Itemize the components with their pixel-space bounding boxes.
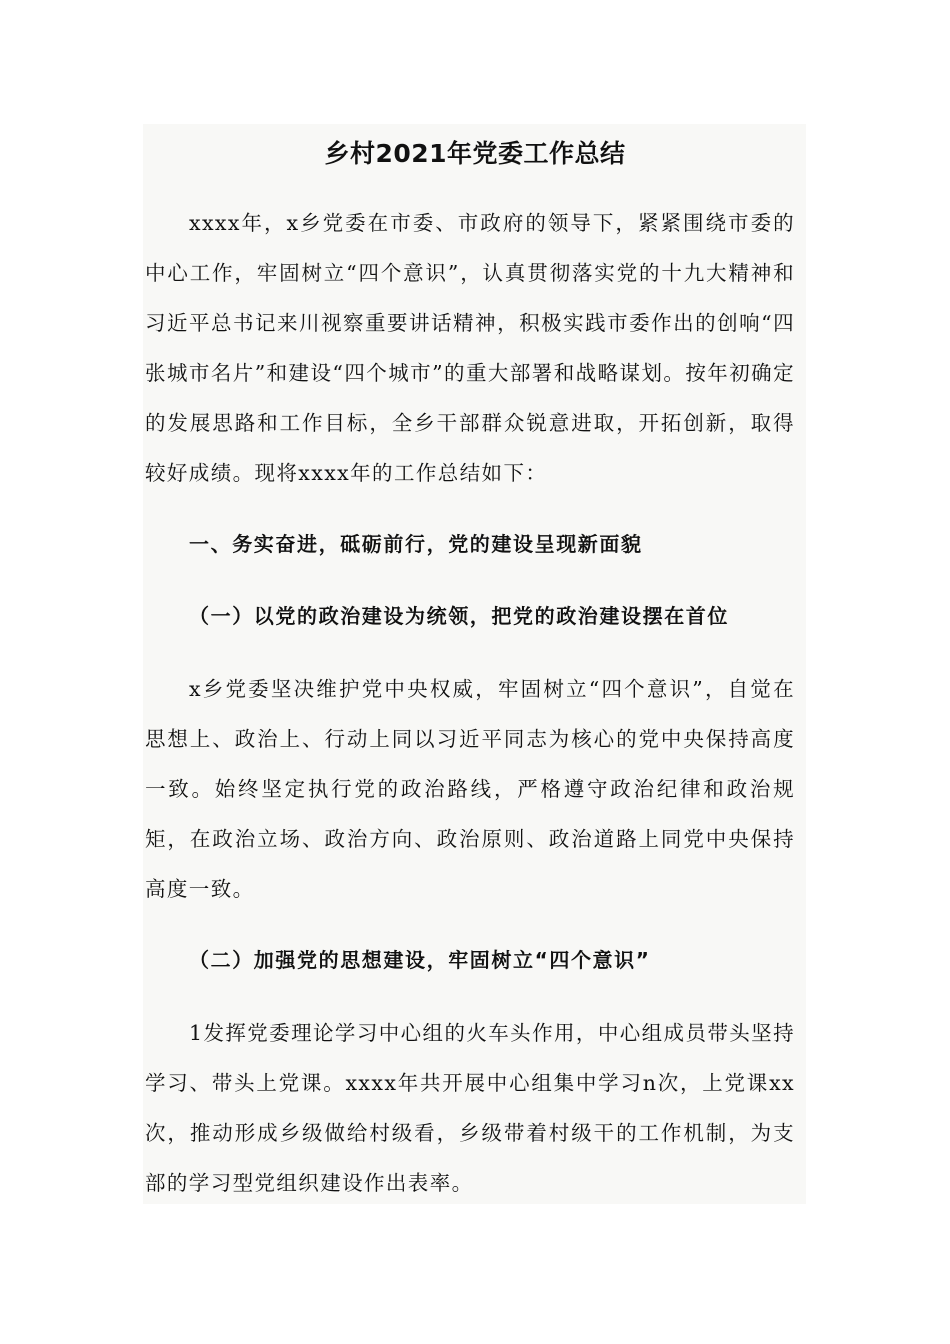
section-heading-1: 一、务实奋进，砥砺前行，党的建设呈现新面貌 [189, 532, 643, 556]
document-title: 乡村2021年党委工作总结 [324, 139, 626, 168]
intro-paragraph: xxxx年，x乡党委在市委、市政府的领导下，紧紧围绕市委的中心工作，牢固树立“四个意识”，认真贯彻落实党的十九大精神和习近平总书记来川视察重要讲话精神，积极实践市委作出的创响“四张城市名片”和建设“四个城市”的重大部署和战略谋划。按年初确定的发展思路和工作目标，全乡干部群众锐意进取，开拓创新，取得较好成绩。现将xxxx年的工作总结如下： [145, 211, 795, 485]
subsection-heading-1: （一）以党的政治建设为统领，把党的政治建设摆在首位 [189, 604, 729, 628]
subsection-2-paragraph: 1发挥党委理论学习中心组的火车头作用，中心组成员带头坚持学习、带头上党课。xxxx年共开展中心组集中学习n次，上党课xx次，推动形成乡级做给村级看，乡级带着村级干的工作机制，为支部的学习型党组织建设作出表率。 [145, 1021, 795, 1195]
subsection-1-paragraph: x乡党委坚决维护党中央权威，牢固树立“四个意识”，自觉在思想上、政治上、行动上同以习近平同志为核心的党中央保持高度一致。始终坚定执行党的政治路线，严格遵守政治纪律和政治规矩，在政治立场、政治方向、政治原则、政治道路上同党中央保持高度一致。 [145, 677, 795, 901]
subsection-heading-2: （二）加强党的思想建设，牢固树立“四个意识” [189, 948, 651, 972]
